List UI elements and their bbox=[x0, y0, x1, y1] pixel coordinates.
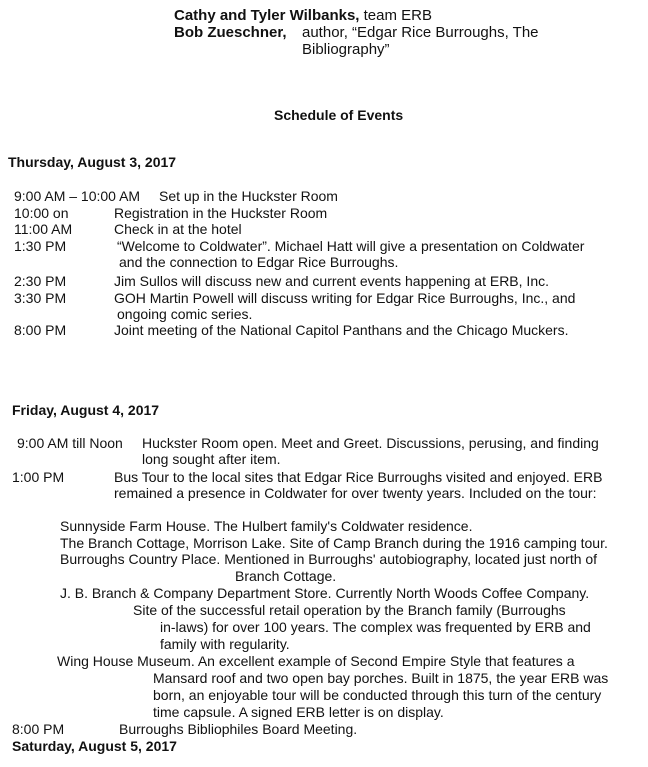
fri-desc-2: Bus Tour to the local sites that Edgar Rice Burroughs visited and enjoyed. ERB bbox=[114, 469, 603, 485]
thu-desc-4b: and the connection to Edgar Rice Burroughs. bbox=[119, 254, 399, 270]
header-names-2: Bob Zueschner, bbox=[174, 24, 287, 41]
thu-desc-4: “Welcome to Coldwater”. Michael Hatt will give a presentation on Coldwater bbox=[117, 238, 585, 254]
schedule-title: Schedule of Events bbox=[274, 107, 404, 123]
tour-stop-4c: in-laws) for over 100 years. The complex was frequented by ERB and bbox=[160, 619, 591, 635]
thu-desc-2: Registration in the Huckster Room bbox=[114, 205, 328, 221]
fri-desc-2b: remained a presence in Coldwater for over twenty years. Included on the tour: bbox=[114, 485, 597, 501]
thu-time-7: 8:00 PM bbox=[14, 322, 67, 338]
thu-time-3: 11:00 AM bbox=[14, 221, 73, 237]
thu-time-1: 9:00 AM – 10:00 AM bbox=[14, 188, 141, 204]
tour-stop-2: The Branch Cottage, Morrison Lake. Site of Camp Branch during the 1916 camping tour. bbox=[60, 535, 608, 551]
header-line-3: Bibliography” bbox=[302, 41, 390, 58]
fri-desc-1: Huckster Room open. Meet and Greet. Discussions, perusing, and finding bbox=[142, 435, 599, 451]
fri-time-3: 8:00 PM bbox=[12, 721, 65, 737]
thu-time-6: 3:30 PM bbox=[14, 290, 67, 306]
header-line-1 bbox=[174, 8, 432, 24]
tour-stop-5b: Mansard roof and two open bay porches. Built in 1875, the year ERB was bbox=[153, 670, 609, 686]
tour-stop-5c: born, an enjoyable tour will be conducted through this turn of the century bbox=[153, 687, 602, 703]
friday-heading: Friday, August 4, 2017 bbox=[12, 402, 160, 418]
header-names-1: Cathy and Tyler Wilbanks, bbox=[174, 7, 360, 24]
thu-desc-6b: ongoing comic series. bbox=[117, 306, 253, 322]
thu-desc-5: Jim Sullos will discuss new and current events happening at ERB, Inc. bbox=[114, 273, 549, 289]
header-role-2: author, “Edgar Rice Burroughs, The bbox=[302, 24, 539, 41]
fri-desc-1b: long sought after item. bbox=[142, 451, 281, 467]
tour-stop-5d: time capsule. A signed ERB letter is on display. bbox=[153, 704, 444, 720]
tour-stop-4d: family with regularity. bbox=[160, 636, 290, 652]
header-line-2 bbox=[174, 25, 287, 41]
thu-desc-3: Check in at the hotel bbox=[114, 221, 242, 237]
tour-stop-3: Burroughs Country Place. Mentioned in Burroughs' autobiography, located just north of bbox=[60, 551, 598, 567]
fri-desc-3: Burroughs Bibliophiles Board Meeting. bbox=[119, 721, 358, 737]
thu-desc-7: Joint meeting of the National Capitol Panthans and the Chicago Muckers. bbox=[114, 322, 569, 338]
thu-desc-1: Set up in the Huckster Room bbox=[159, 188, 338, 204]
thu-desc-6: GOH Martin Powell will discuss writing for Edgar Rice Burroughs, Inc., and bbox=[114, 290, 576, 306]
thursday-heading: Thursday, August 3, 2017 bbox=[8, 154, 177, 170]
thu-time-4: 1:30 PM bbox=[14, 238, 67, 254]
saturday-heading: Saturday, August 5, 2017 bbox=[12, 738, 177, 754]
fri-time-2: 1:00 PM bbox=[12, 469, 65, 485]
tour-stop-4: J. B. Branch & Company Department Store. Currently North Woods Coffee Company. bbox=[60, 585, 590, 601]
tour-stop-3b: Branch Cottage. bbox=[235, 568, 337, 584]
tour-stop-1: Sunnyside Farm House. The Hulbert family's Coldwater residence. bbox=[60, 518, 473, 534]
thu-time-2: 10:00 on bbox=[14, 205, 69, 221]
header-role-1: team ERB bbox=[359, 7, 432, 24]
thu-time-5: 2:30 PM bbox=[14, 273, 67, 289]
fri-time-1: 9:00 AM till Noon bbox=[17, 435, 123, 451]
tour-stop-5: Wing House Museum. An excellent example of Second Empire Style that features a bbox=[57, 653, 575, 669]
tour-stop-4b: Site of the successful retail operation by the Branch family (Burroughs bbox=[133, 602, 566, 618]
